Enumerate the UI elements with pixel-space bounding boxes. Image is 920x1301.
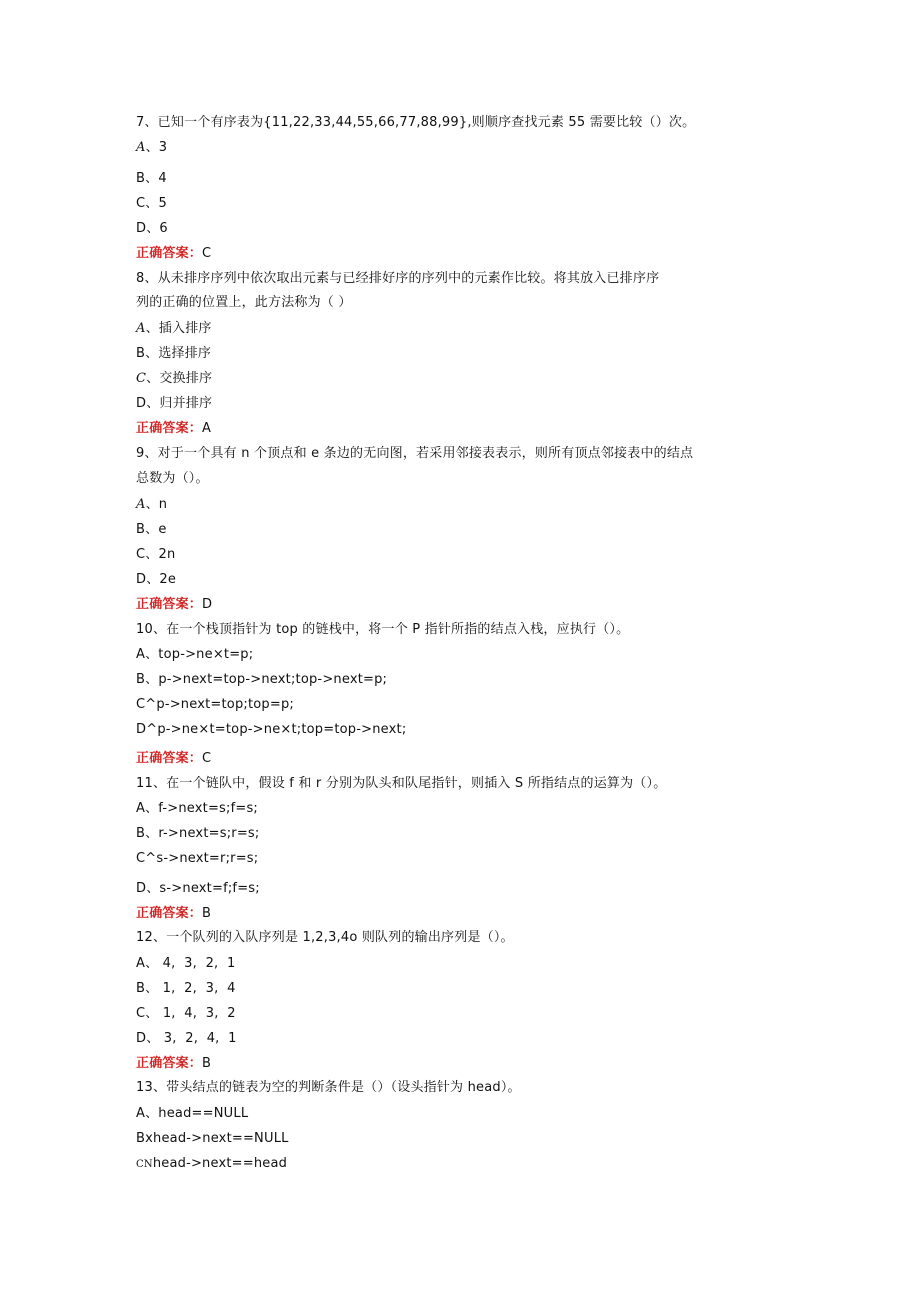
option-text: head->next==head — [152, 1156, 288, 1171]
option-marker: B — [136, 346, 146, 361]
option-marker: B — [136, 1131, 146, 1146]
option-text: 3 — [158, 140, 168, 155]
option-marker: C — [136, 547, 146, 562]
question-10-option-c — [136, 696, 294, 714]
option-sep: 、 — [146, 396, 160, 411]
option-sep: 、 — [146, 1031, 160, 1046]
option-sep: 、 — [145, 801, 159, 816]
option-marker: C — [136, 851, 146, 866]
option-text: 1, 4, 3, 2 — [158, 1006, 236, 1021]
question-11-option-b — [136, 825, 259, 843]
option-sep: 、 — [145, 1106, 159, 1121]
question-9-stem-line-2: 总数为（）。 — [136, 471, 209, 486]
question-7-option-a — [136, 139, 167, 157]
question-11-stem-line-1: 11、在一个链队中，假设 f 和 r 分别为队头和队尾指针，则插入 S 所指结点的运算为（）。 — [136, 776, 667, 791]
option-marker: A — [136, 647, 146, 662]
option-marker: B — [136, 672, 146, 687]
option-sep: 、 — [145, 672, 159, 687]
option-text: 2n — [158, 547, 176, 562]
option-text: 4 — [158, 171, 167, 186]
option-text: head==NULL — [158, 1106, 249, 1121]
question-11-option-d — [136, 880, 260, 898]
answer-label: 正确答案： — [136, 1056, 203, 1071]
question-13-stem-line-1: 13、带头结点的链表为空的判断条件是（）（设头指针为 head）。 — [136, 1080, 521, 1095]
question-8-option-b — [136, 345, 211, 363]
question-10-option-d — [136, 721, 406, 739]
answer-value: C — [202, 751, 212, 766]
option-sep: 、 — [145, 171, 159, 186]
question-12-stem-line-1: 12、一个队列的入队序列是 1,2,3,4o 则队列的输出序列是（）。 — [136, 930, 514, 945]
option-marker: B — [136, 171, 146, 186]
option-text: 选择排序 — [158, 346, 212, 361]
question-12-option-a — [136, 955, 236, 973]
option-marker: A — [136, 497, 146, 512]
option-marker: A — [136, 1106, 146, 1121]
option-marker: B — [136, 522, 146, 537]
option-sep: 、 — [145, 196, 159, 211]
option-text: 归并排序 — [159, 396, 213, 411]
option-marker: D — [136, 1031, 147, 1046]
option-text: p->next=top->next;top->next=p; — [158, 672, 388, 687]
option-marker: C — [136, 1006, 146, 1021]
option-sep: 、 — [146, 881, 160, 896]
option-sep: 、 — [145, 647, 159, 662]
question-10-option-b — [136, 671, 387, 689]
answer-label: 正确答案： — [136, 906, 203, 921]
question-9-option-a — [136, 496, 167, 514]
question-8-option-a — [136, 320, 212, 338]
option-sep: 、 — [145, 1006, 159, 1021]
question-7-stem-line-1: 7、已知一个有序表为{11,22,33,44,55,66,77,88,99},则顺序查找元素 55 需要比较（）次。 — [136, 115, 696, 130]
question-13-option-b — [136, 1130, 289, 1148]
question-9-option-c — [136, 546, 175, 564]
question-7-answer — [136, 245, 211, 263]
option-marker: C — [136, 697, 146, 712]
option-text: 5 — [158, 196, 167, 211]
option-sep: 、 — [145, 522, 159, 537]
option-sep: ^ — [146, 722, 158, 737]
option-text: s->next=f;f=s; — [159, 881, 260, 896]
option-text: 4, 3, 2, 1 — [158, 956, 236, 971]
answer-label: 正确答案： — [136, 246, 203, 261]
question-7-option-b — [136, 170, 167, 188]
option-text: p->ne×t=top->ne×t;top=top->next; — [157, 722, 407, 737]
question-10-option-a — [136, 646, 253, 664]
question-11-option-a — [136, 800, 258, 818]
option-text: 3, 2, 4, 1 — [159, 1031, 237, 1046]
option-text: 2e — [159, 572, 177, 587]
answer-label: 正确答案： — [136, 751, 203, 766]
answer-label: 正确答案： — [136, 597, 203, 612]
option-sep: 、 — [145, 826, 159, 841]
option-marker: B — [136, 826, 146, 841]
option-sep: 、 — [145, 140, 159, 155]
option-marker: A — [136, 801, 146, 816]
answer-value: B — [202, 1056, 212, 1071]
option-sep: 、 — [145, 981, 159, 996]
option-sep: 、 — [145, 956, 159, 971]
question-9-answer — [136, 596, 212, 614]
option-text: 交换排序 — [159, 371, 213, 386]
option-sep: 、 — [146, 572, 160, 587]
option-sep: ^ — [145, 697, 157, 712]
option-marker: A — [136, 140, 146, 155]
answer-value: B — [202, 906, 212, 921]
answer-value: C — [202, 246, 212, 261]
question-11-answer — [136, 905, 211, 923]
option-sep: x — [145, 1131, 154, 1146]
option-text: 1, 2, 3, 4 — [158, 981, 236, 996]
question-9-option-d — [136, 571, 176, 589]
option-text: f->next=s;f=s; — [158, 801, 259, 816]
option-marker: D — [136, 881, 147, 896]
option-text: n — [158, 497, 168, 512]
option-sep: ^ — [145, 851, 157, 866]
question-10-stem-line-1: 10、在一个栈顶指针为 top 的链栈中，将一个 P 指针所指的结点入栈，应执行（）。 — [136, 622, 630, 637]
option-text: e — [158, 522, 167, 537]
question-9-option-b — [136, 521, 167, 539]
option-sep: 、 — [145, 547, 159, 562]
question-9-stem-line-1: 9、对于一个具有 n 个顶点和 e 条边的无向图，若采用邻接表表示，则所有顶点邻接表中的结点 — [136, 446, 694, 461]
answer-value: A — [202, 421, 212, 436]
question-8-stem-line-1: 8、从未排序序列中依次取出元素与已经排好序的序列中的元素作比较。将其放入已排序序 — [136, 271, 660, 286]
option-sep: 、 — [146, 221, 160, 236]
question-11-option-c — [136, 850, 258, 868]
option-marker: D — [136, 722, 147, 737]
question-12-option-d — [136, 1030, 237, 1048]
question-12-answer — [136, 1055, 211, 1073]
option-sep: 、 — [145, 321, 159, 336]
option-text: head->next==NULL — [153, 1131, 289, 1146]
option-marker: D — [136, 396, 147, 411]
question-8-option-c — [136, 370, 212, 388]
option-sep: 、 — [145, 346, 159, 361]
answer-label: 正确答案： — [136, 421, 203, 436]
answer-value: D — [202, 597, 213, 612]
question-10-answer — [136, 750, 211, 768]
option-marker: D — [136, 572, 147, 587]
question-12-option-c — [136, 1005, 236, 1023]
option-sep: 、 — [145, 497, 159, 512]
option-marker: A — [136, 956, 146, 971]
question-7-option-c — [136, 195, 167, 213]
option-text: top->ne×t=p; — [158, 647, 254, 662]
option-marker: B — [136, 981, 146, 996]
question-12-option-b — [136, 980, 236, 998]
option-marker: C — [136, 196, 146, 211]
option-sep: N — [143, 1159, 153, 1170]
option-marker: C — [136, 371, 147, 386]
question-8-stem-line-2: 列的正确的位置上，此方法称为（ ） — [136, 295, 352, 310]
question-8-option-d — [136, 395, 212, 413]
option-text: 插入排序 — [158, 321, 212, 336]
option-marker: D — [136, 221, 147, 236]
option-sep: 、 — [146, 371, 160, 386]
option-marker: A — [136, 321, 146, 336]
question-8-answer — [136, 420, 211, 438]
option-text: p->next=top;top=p; — [156, 697, 295, 712]
question-13-option-c — [136, 1155, 287, 1174]
option-text: s->next=r;r=s; — [156, 851, 259, 866]
option-marker: C — [136, 1159, 144, 1170]
option-text: r->next=s;r=s; — [158, 826, 260, 841]
option-text: 6 — [159, 221, 168, 236]
question-13-option-a — [136, 1105, 248, 1123]
question-7-option-d — [136, 220, 168, 238]
